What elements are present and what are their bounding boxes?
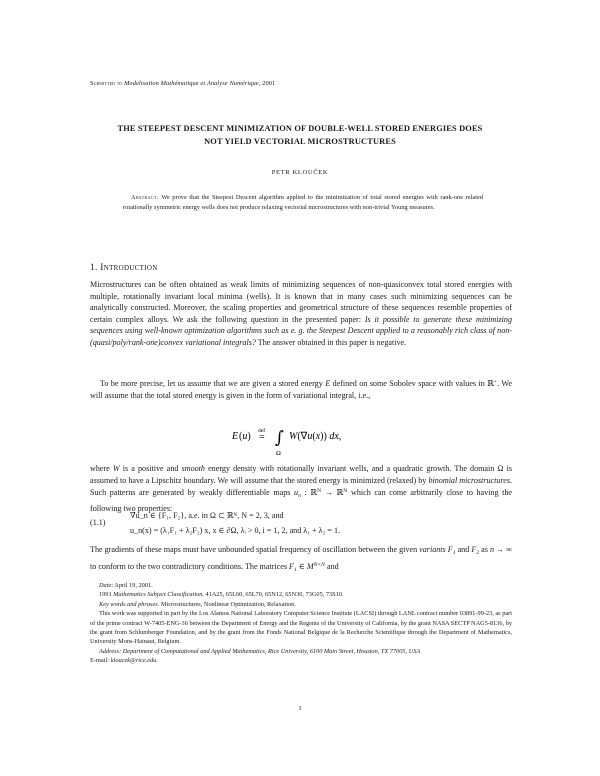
p2-text-a: To be more precise, let us assume that we are given a stored energy	[100, 379, 323, 388]
author-name: PETR KLOUČEK	[271, 169, 329, 176]
math-un: $u_n$	[294, 488, 301, 500]
msc-label: Mathematics Subject Classification.	[113, 591, 204, 599]
eq-omega: Ω	[276, 450, 281, 457]
header-prefix: Submitted to	[90, 80, 123, 87]
header-year: , 2001	[258, 80, 276, 87]
date-label: Date	[99, 582, 112, 589]
p4-text-d: to conform to the two contradictory conditions. The matrices	[90, 561, 287, 571]
math-limit: n → ∞	[489, 545, 512, 554]
p3-binomial: binomial microstructures	[428, 475, 510, 485]
eq-paren-u: (u)	[239, 431, 251, 442]
keywords-label: Key words and phrases.	[99, 600, 160, 608]
p3-text-c: energy density with rotationally invariant wells, and a quadratic growth. The domain Ω is assumed to have a Lipschitz boundary. We will assume that the stored energy is minimized (relaxed) by	[90, 464, 512, 485]
eq-E: E	[232, 431, 239, 442]
footnote-msc	[90, 590, 512, 599]
paragraph-1	[90, 279, 512, 349]
header-journal: Modelisation Mathématique et Analyse Numérique	[123, 80, 259, 87]
p4-text-c: as	[481, 545, 488, 554]
p3-text-d: . Such patterns are generated by weakly differentiable maps	[90, 475, 512, 498]
p4-variants: variants	[419, 545, 446, 554]
section-heading	[90, 263, 158, 273]
p2-text-c: . We will assume that the total stored energy is given in the form of variational integral, i.e.,	[90, 379, 513, 400]
equation-line-2: u_n(x) = (λ₁F₁ + λ₂F₂) x, x ∈ ∂Ω, λᵢ > 0, i = 1, 2, and λ₁ + λ₂ = 1.	[130, 526, 341, 535]
abstract-text: We prove that the Steepest Descent algorithm applied to the minimization of total stored energies with rank-one related rotationally symmetric energy wells does not produce relaxing vectorial microstructures with non-trivial Young measures.	[123, 194, 484, 211]
paragraph-3: where W is a positive and smooth energy density with rotationally invariant wells, and a quadratic growth. The domain Ω is assumed to have a Lipschitz boundary. We will assume that the stored energy is minimized (relaxed) by binomial microstructures. Such patterns are generated by weakly differentiable maps $u_n$ : ℝ$^N$ → ℝ$^N$ which can come arbitrarily close to having the following two properties:	[90, 464, 513, 513]
running-header	[90, 80, 275, 87]
equation-number: (1.1)	[90, 518, 106, 527]
p4-text-e: and	[326, 561, 339, 571]
abstract-label: Abstract.	[131, 194, 159, 201]
p3-text-a: where	[90, 464, 110, 473]
footnote-keywords	[90, 600, 512, 609]
math-map: ℝ$^N$ → ℝ$^N$	[310, 488, 348, 498]
p3-text-e: which can come arbitrarily close to having the following two properties:	[90, 488, 513, 513]
title-line-1: THE STEEPEST DESCENT MINIMIZATION OF DOUBLE-WELL STORED ENERGIES DOES	[117, 124, 483, 133]
p1-question: Is it possible to generate these minimizing sequences using well-known optimization algorithms such as e. g. the Steepest Descent applied to a reasonably rich class of non-(quasi/poly/rank-one)convex variational integrals?	[90, 314, 513, 347]
eq-equals: =	[259, 432, 265, 443]
page-number: 1	[298, 705, 302, 712]
eq-def: def	[258, 428, 266, 434]
email-value: : kloucek@rice.edu.	[107, 657, 158, 665]
footnote-date	[90, 581, 512, 590]
math-matrices: $F_1$ ∈ $M^{N\times N}$	[289, 561, 325, 573]
section-number: 1.	[90, 263, 98, 273]
footnote-address	[90, 647, 512, 656]
paragraph-2	[90, 377, 512, 401]
math-W: W	[112, 464, 120, 473]
footnotes	[90, 581, 512, 666]
address-label: Address	[99, 647, 120, 655]
paper-title	[60, 122, 540, 148]
math-R-plus: ℝ+	[487, 379, 498, 388]
equation-system	[130, 508, 340, 538]
energy-equation-svg	[232, 423, 382, 457]
equation-line-1: ∇u_n ∈ {F₁, F₂}, a.e. in Ω ⊂ ℝᴺ, N = 2, 3, and	[130, 511, 284, 520]
p4-text-b: and	[457, 545, 470, 554]
footnote-support: This work was supported in part by the Los Alamos National Laboratory Computer Science Institute (LACSI) through LANL contract number 03891-99-23, as part of the prime contract W-7405-ENG-36 between the Department of Energy and the Regents of the University of California, by the grant NASA SECTP NAG5-8136, by the grant from Schlumberger Foundation, and by the grant from the Fonds National Belgique de la Recherche Scientifique through the Department of Mathematics, University Mons-Hainaut, Belgium.	[90, 610, 512, 646]
math-E: E	[325, 379, 331, 388]
math-F1: $F_1$	[447, 545, 456, 556]
msc-year: 1991	[99, 591, 112, 599]
p3-smooth: smooth	[181, 464, 205, 473]
abstract	[123, 193, 483, 212]
eq-integral: ∫	[275, 428, 284, 448]
section-title: Introduction	[100, 263, 158, 273]
msc-value: 41A25, 65L60, 65L70, 65N12, 65N30, 73G05, 73S10.	[205, 591, 344, 599]
footnote-email	[90, 656, 512, 665]
address-value: : Department of Computational and Applied Mathematics, Rice University, 6100 Main Street, Houston, TX 77005, USA	[119, 647, 421, 655]
keywords-value: Microstructures, Nonlinear Optimization, Relaxation.	[160, 600, 296, 608]
eq-integrand: W(∇u(x)) dx,	[289, 431, 342, 442]
p3-text-b: is a positive and	[122, 464, 179, 473]
p2-text-b: defined on some Sobolev space with values in	[332, 379, 485, 388]
date-value: : April 19, 2001.	[111, 582, 153, 589]
title-line-2: NOT YIELD VECTORIAL MICROSTRUCTURES	[204, 137, 396, 146]
energy-equation	[232, 423, 382, 459]
p1-text-b: The answer obtained in this paper is negative.	[257, 337, 407, 347]
email-label: E-mail	[90, 657, 108, 665]
paragraph-4	[90, 544, 512, 576]
math-F2: $F_2$	[471, 545, 480, 556]
p1-text-a: Microstructures can be often obtained as weak limits of minimizing sequences of non-quasiconvex total stored energies with multiple, rotationally invariant local minima (wells). It is known that in many cases such minimizing sequences can be analytically constructed. Moreover, the scaling properties and geometrical structure of these sequences resemble properties of certain complex alloys. We ask the following question in the presented paper:	[90, 280, 512, 324]
p4-text-a: The gradients of these maps must have unbounded spatial frequency of oscillation between the given	[90, 545, 418, 554]
